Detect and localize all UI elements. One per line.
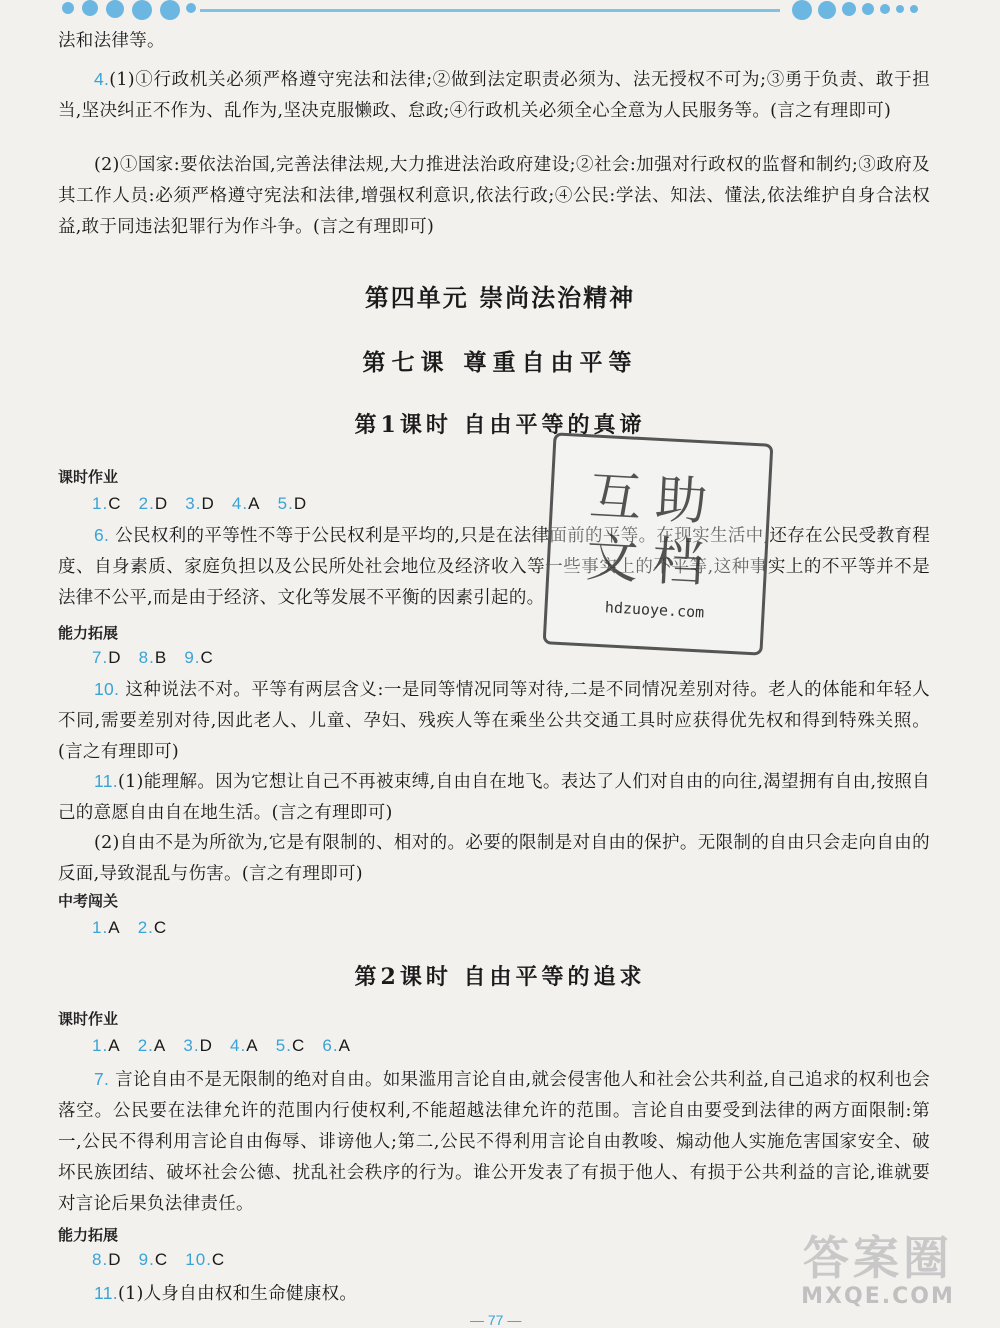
- section-ability-label-2: 能力拓展: [58, 1227, 119, 1244]
- corner-watermark: [778, 1232, 978, 1318]
- answers-1-6: 1.A 2.A 3.D 4.A 5.C 6.A: [92, 1036, 351, 1055]
- answers-exam: 1.A 2.C: [92, 918, 168, 937]
- question-4-part-1: 4.(1)①行政机关必须严格遵守宪法和法律;②做到法定职责必须为、法无授权不可为;③勇于负责、敢于担当,坚决纠正不作为、乱作为,坚决克服懒政、怠政;④行政机关必须全心全意为人民服务等。(言之有理即可): [58, 69, 930, 121]
- stamp-url: hdzuoye.com: [604, 598, 705, 622]
- watermark-url: MXQE.COM: [801, 1284, 955, 1309]
- top-decoration-bar: [0, 0, 1000, 22]
- watermark-logo-text: 答案圈: [803, 1231, 953, 1285]
- section-exam-label: 中考闯关: [58, 893, 119, 910]
- top-rule-line: [200, 9, 780, 12]
- question-6-answer: 6. 公民权利的平等性不等于公民权利是平均的,只是在法律面前的平等。在现实生活中,还存在公民受教育程度、自身素质、家庭负担以及公民所处社会地位及经济收入等一些事实上的不平等,这种事实上的不平等并不是法律不公平,而是由于经济、文化等发展不平衡的因素引起的。: [58, 525, 930, 608]
- period-1-title: 第1课时 自由平等的真谛: [354, 412, 646, 438]
- question-number: 4.: [94, 69, 110, 89]
- page-number: — 77 —: [470, 1312, 522, 1328]
- section-ability-label: 能力拓展: [58, 625, 119, 642]
- continuation-line: 法和法律等。: [58, 31, 165, 51]
- period-2-title: 第2课时 自由平等的追求: [354, 964, 646, 990]
- answers-8-10: 8.D 9.C 10.C: [92, 1250, 226, 1269]
- question-7-answer: 7. 言论自由不是无限制的绝对自由。如果滥用言论自由,就会侵害他人和社会公共利益,自己追求的权利也会落空。公民要在法律允许的范围内行使权利,不能超越法律允许的范围。言论自由要受到法律的两方面限制:第一,公民不得利用言论自由侮辱、诽谤他人;第二,公民不得利用言论自由教唆、煽动他人实施危害国家安全、破坏民族团结、破坏社会公德、扰乱社会秩序的行为。谁公开发表了有损于他人、有损于公共利益的言论,谁就要对言论后果负法律责任。: [58, 1069, 930, 1214]
- answers-1-5: 1.C 2.D 3.D 4.A 5.D: [92, 494, 308, 513]
- unit-title: 第四单元 崇尚法治精神: [364, 283, 636, 312]
- answers-7-9: 7.D 8.B 9.C: [92, 648, 214, 667]
- section-homework-label: 课时作业: [58, 469, 119, 486]
- section-homework-label-2: 课时作业: [58, 1011, 119, 1028]
- question-11-part-2: (2)自由不是为所欲为,它是有限制的、相对的。必要的限制是对自由的保护。无限制的自由只会走向自由的反面,导致混乱与伤害。(言之有理即可): [58, 833, 930, 884]
- stamp-text: 互助文档: [584, 466, 723, 596]
- lesson-title: 第七课 尊重自由平等: [362, 349, 638, 376]
- question-11-answer-2: 11.(1)人身自由权和生命健康权。: [94, 1283, 358, 1304]
- question-10-answer: 10. 这种说法不对。平等有两层含义:一是同等情况同等对待,二是不同情况差别对待。老人的体能和年轻人不同,需要差别对待,因此老人、儿童、孕妇、残疾人等在乘坐公共交通工具时应获得优先权和得到特殊关照。(言之有理即可): [58, 679, 930, 762]
- watermark-stamp: [543, 432, 774, 655]
- question-11-part-1: 11.(1)能理解。因为它想让自己不再被束缚,自由自在地飞。表达了人们对自由的向往,渴望拥有自由,按照自己的意愿自由自在地生活。(言之有理即可): [58, 771, 930, 823]
- question-4-part-2: (2)①国家:要依法治国,完善法律法规,大力推进法治政府建设;②社会:加强对行政权的监督和制约;③政府及其工作人员:必须严格遵守宪法和法律,增强权利意识,依法行政;④公民:学法、知法、懂法,依法维护自身合法权益,敢于同违法犯罪行为作斗争。(言之有理即可): [58, 155, 930, 237]
